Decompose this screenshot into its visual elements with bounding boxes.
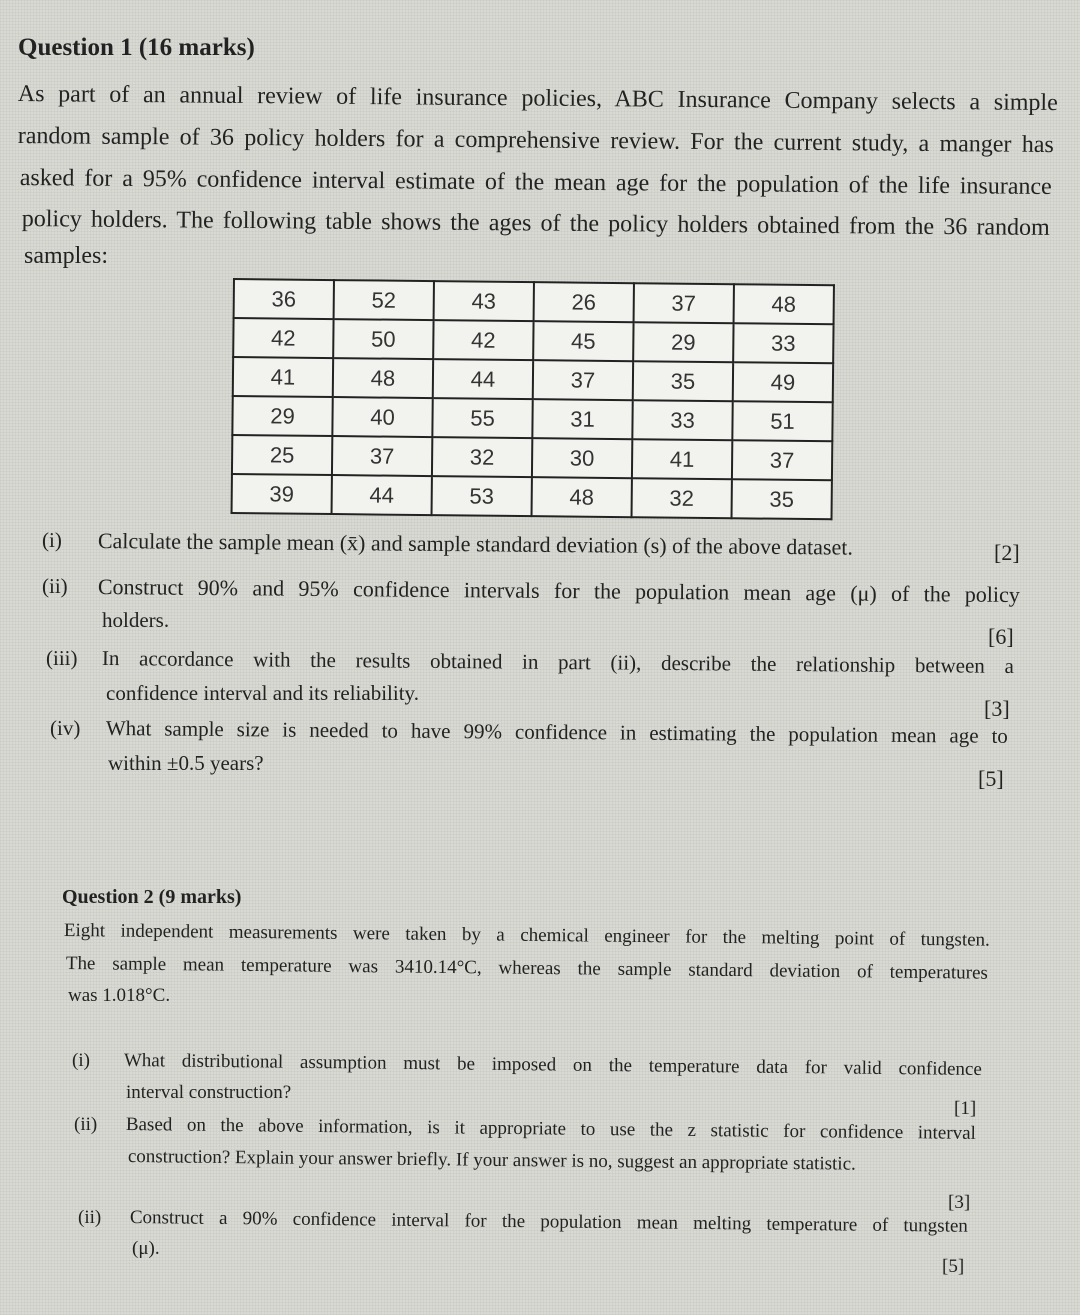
table-cell: 37: [732, 440, 832, 480]
table-cell: 51: [732, 401, 832, 441]
table-row: [234, 279, 834, 324]
table-cell: 29: [232, 396, 332, 436]
part-marks: [2]: [994, 540, 1020, 565]
q2-title: Question 2 (9 marks): [62, 886, 242, 908]
q1-title: Question 1 (16 marks): [18, 34, 255, 61]
table-cell: 40: [332, 397, 432, 437]
part-label: (i): [42, 528, 62, 552]
part-text: construction? Explain your answer briefly. If your answer is no, suggest an appropriate statistic.: [127, 1146, 856, 1175]
part-text: (μ).: [132, 1238, 160, 1259]
table-row: [233, 357, 833, 402]
table-cell: 33: [632, 400, 732, 440]
table-cell: 45: [533, 321, 633, 361]
table-row: [232, 474, 832, 519]
q2-intro-line: The sample mean temperature was 3410.14°C, whereas the sample standard deviation of temperatures: [65, 953, 988, 984]
table-cell: 44: [433, 359, 533, 399]
table-cell: 49: [733, 362, 833, 402]
part-text: within ±0.5 years?: [108, 751, 264, 775]
table-cell: 26: [534, 282, 634, 322]
table-row: [232, 396, 832, 441]
part-text: Calculate the sample mean (x̄) and sample standard deviation (s) of the above dataset.: [97, 528, 854, 560]
part-marks: [1]: [954, 1098, 977, 1119]
q1-intro-line: asked for a 95% confidence interval estimate of the mean age for the population of the life insurance: [19, 164, 1052, 201]
part-label: (i): [72, 1050, 90, 1071]
part-marks: [5]: [978, 766, 1004, 791]
part-text: In accordance with the results obtained in part (ii), describe the relationship between a: [101, 646, 1014, 678]
part-label: (iii): [46, 646, 78, 670]
part-text: Based on the above information, is it appropriate to use the z statistic for confidence interval: [125, 1114, 976, 1144]
q1-intro-line: As part of an annual review of life insurance policies, ABC Insurance Company selects a simple: [17, 80, 1058, 117]
table-cell: 48: [532, 477, 632, 517]
table-row: [232, 435, 832, 480]
part-text: What sample size is needed to have 99% confidence in estimating the population mean age to: [105, 716, 1008, 748]
q1-intro-line: samples:: [24, 243, 108, 269]
part-label: (ii): [42, 574, 68, 598]
part-text: interval construction?: [126, 1082, 292, 1103]
table-cell: 52: [334, 280, 434, 320]
q2-intro-line: Eight independent measurements were taken by a chemical engineer for the melting point of tungsten.: [63, 920, 990, 951]
table-cell: 39: [232, 474, 332, 514]
table-cell: 32: [632, 478, 732, 518]
part-marks: [6]: [988, 624, 1014, 649]
table-cell: 41: [233, 357, 333, 397]
table-cell: 37: [634, 283, 734, 323]
table-cell: 29: [633, 322, 733, 362]
part-label: (iv): [50, 716, 81, 740]
part-text: confidence interval and its reliability.: [106, 681, 419, 705]
table-cell: 35: [732, 479, 832, 519]
table-cell: 37: [533, 360, 633, 400]
table-cell: 25: [232, 435, 332, 475]
q1-intro-line: policy holders. The following table shows the ages of the policy holders obtained from the 36 random: [21, 205, 1050, 241]
q2-intro-line: was 1.018°C.: [68, 985, 171, 1006]
table-cell: 48: [333, 358, 433, 398]
table-cell: 50: [333, 319, 433, 359]
table-cell: 48: [734, 284, 834, 324]
table-cell: 44: [332, 475, 432, 515]
table-cell: 33: [733, 323, 833, 363]
part-text: Construct a 90% confidence interval for the population mean melting temperature of tungsten: [129, 1207, 968, 1237]
table-cell: 53: [432, 476, 532, 516]
table-cell: 43: [434, 281, 534, 321]
part-marks: [3]: [948, 1192, 971, 1213]
part-text: What distributional assumption must be imposed on the temperature data for valid confidence: [123, 1050, 982, 1080]
table-cell: 41: [632, 439, 732, 479]
q1-intro-line: random sample of 36 policy holders for a comprehensive review. For the current study, a manger has: [17, 122, 1054, 159]
table-cell: 42: [233, 318, 333, 358]
table-cell: 37: [332, 436, 432, 476]
table-row: [233, 318, 833, 363]
table-cell: 35: [633, 361, 733, 401]
table-cell: 32: [432, 437, 532, 477]
table-cell: 36: [234, 279, 334, 319]
part-label: (ii): [74, 1114, 98, 1135]
part-marks: [5]: [942, 1256, 965, 1277]
part-text: holders.: [102, 608, 170, 632]
part-marks: [3]: [984, 696, 1010, 721]
ages-table: [231, 278, 835, 520]
table-cell: 42: [433, 320, 533, 360]
part-label: (ii): [78, 1207, 102, 1228]
table-cell: 31: [532, 399, 632, 439]
table-cell: 55: [432, 398, 532, 438]
table-cell: 30: [532, 438, 632, 478]
part-text: Construct 90% and 95% confidence intervals for the population mean age (μ) of the policy: [97, 574, 1020, 608]
